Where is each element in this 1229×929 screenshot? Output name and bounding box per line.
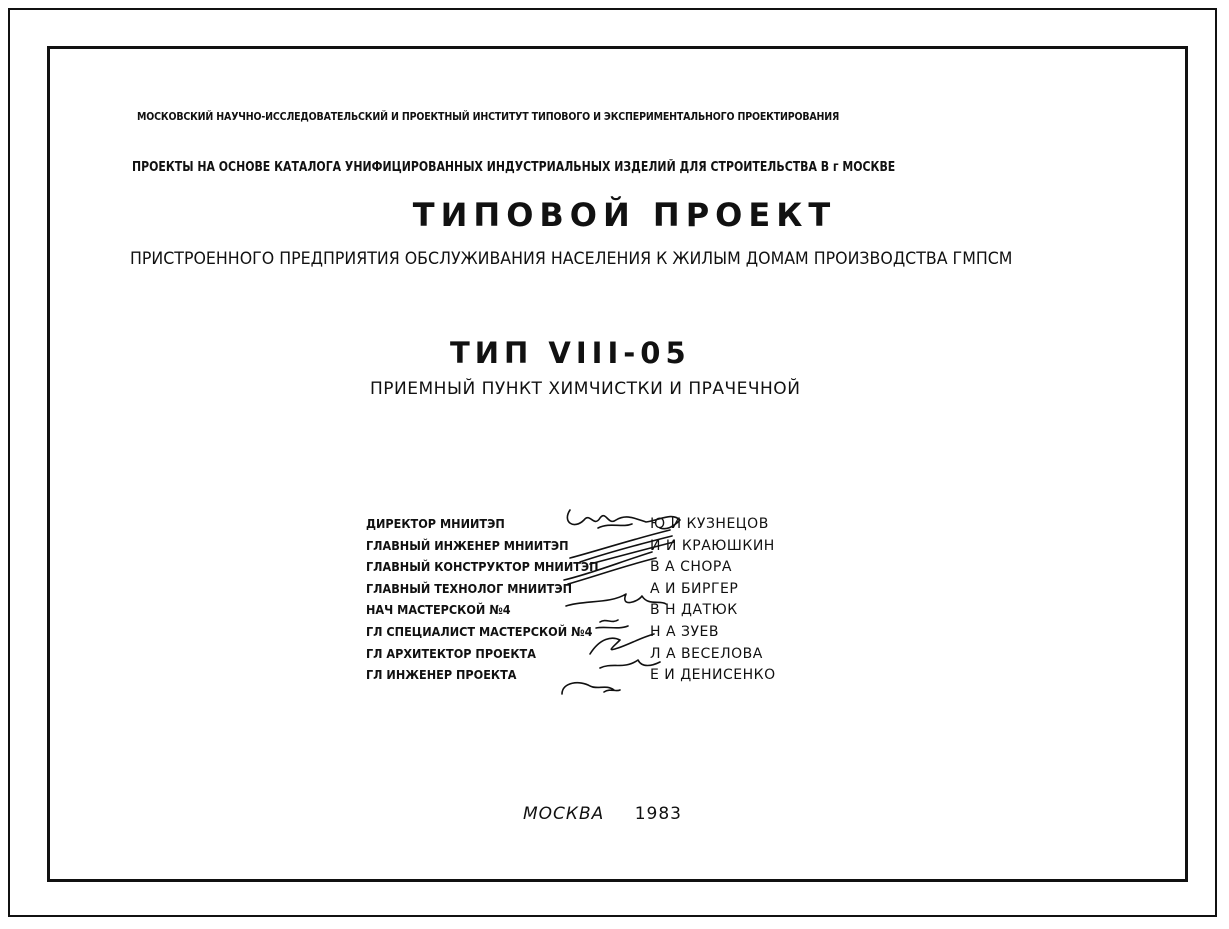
signature-name: Н А ЗУЕВ <box>650 623 719 640</box>
year: 1983 <box>634 804 682 824</box>
signature-role: ГЛАВНЫЙ КОНСТРУКТОР МНИИТЭП <box>366 559 599 575</box>
signature-role: НАЧ МАСТЕРСКОЙ №4 <box>366 602 511 618</box>
signature-name: В Н ДАТЮК <box>650 602 738 619</box>
project-subtitle: ПРИСТРОЕННОГО ПРЕДПРИЯТИЯ ОБСЛУЖИВАНИЯ НАСЕЛЕНИЯ К ЖИЛЫМ ДОМАМ ПРОИЗВОДСТВА ГМПСМ <box>130 249 1013 269</box>
signature-name: А И БИРГЕР <box>650 580 739 597</box>
signature-role: ГЛ СПЕЦИАЛИСТ МАСТЕРСКОЙ №4 <box>366 623 593 639</box>
signature-role: ГЛАВНЫЙ ТЕХНОЛОГ МНИИТЭП <box>366 580 573 596</box>
series-title: ПРОЕКТЫ НА ОСНОВЕ КАТАЛОГА УНИФИЦИРОВАННЫХ ИНДУСТРИАЛЬНЫХ ИЗДЕЛИЙ ДЛЯ СТРОИТЕЛЬСТВА В г МОСКВЕ <box>132 160 896 175</box>
signature-role: ГЛ ИНЖЕНЕР ПРОЕКТА <box>366 667 517 683</box>
signature-name: И И КРАЮШКИН <box>650 537 775 554</box>
type-description: ПРИЕМНЫЙ ПУНКТ ХИМЧИСТКИ И ПРАЧЕЧНОЙ <box>370 379 801 399</box>
handwritten-signatures <box>560 500 740 720</box>
signature-scribble <box>598 524 632 528</box>
signature-role: ГЛ АРХИТЕКТОР ПРОЕКТА <box>366 645 536 661</box>
signature-scribble <box>566 594 666 606</box>
main-title: ТИПОВОЙ ПРОЕКТ <box>412 196 837 234</box>
signature-scribble <box>562 683 620 694</box>
signature-name: Ю И КУЗНЕЦОВ <box>650 516 769 532</box>
signature-name: Е И ДЕНИСЕНКО <box>650 667 776 684</box>
signature-role: ГЛАВНЫЙ ИНЖЕНЕР МНИИТЭП <box>366 537 569 553</box>
signature-name: В А СНОРА <box>650 559 732 576</box>
signature-scribble <box>590 634 654 654</box>
signature-scribble <box>570 530 674 564</box>
signature-scribble <box>596 620 628 628</box>
city: МОСКВА <box>523 804 605 824</box>
imprint <box>523 804 682 824</box>
signature-role: ДИРЕКТОР МНИИТЭП <box>366 516 505 531</box>
type-code: ТИП VIII-05 <box>450 336 691 370</box>
signature-scribble <box>600 660 660 668</box>
institute-name: МОСКОВСКИЙ НАУЧНО-ИССЛЕДОВАТЕЛЬСКИЙ И ПРОЕКТНЫЙ ИНСТИТУТ ТИПОВОГО И ЭКСПЕРИМЕНТАЛЬНОГО ПРОЕКТИРОВАНИЯ <box>137 110 840 123</box>
signature-scribble <box>564 552 656 584</box>
signature-name: Л А ВЕСЕЛОВА <box>650 645 763 662</box>
